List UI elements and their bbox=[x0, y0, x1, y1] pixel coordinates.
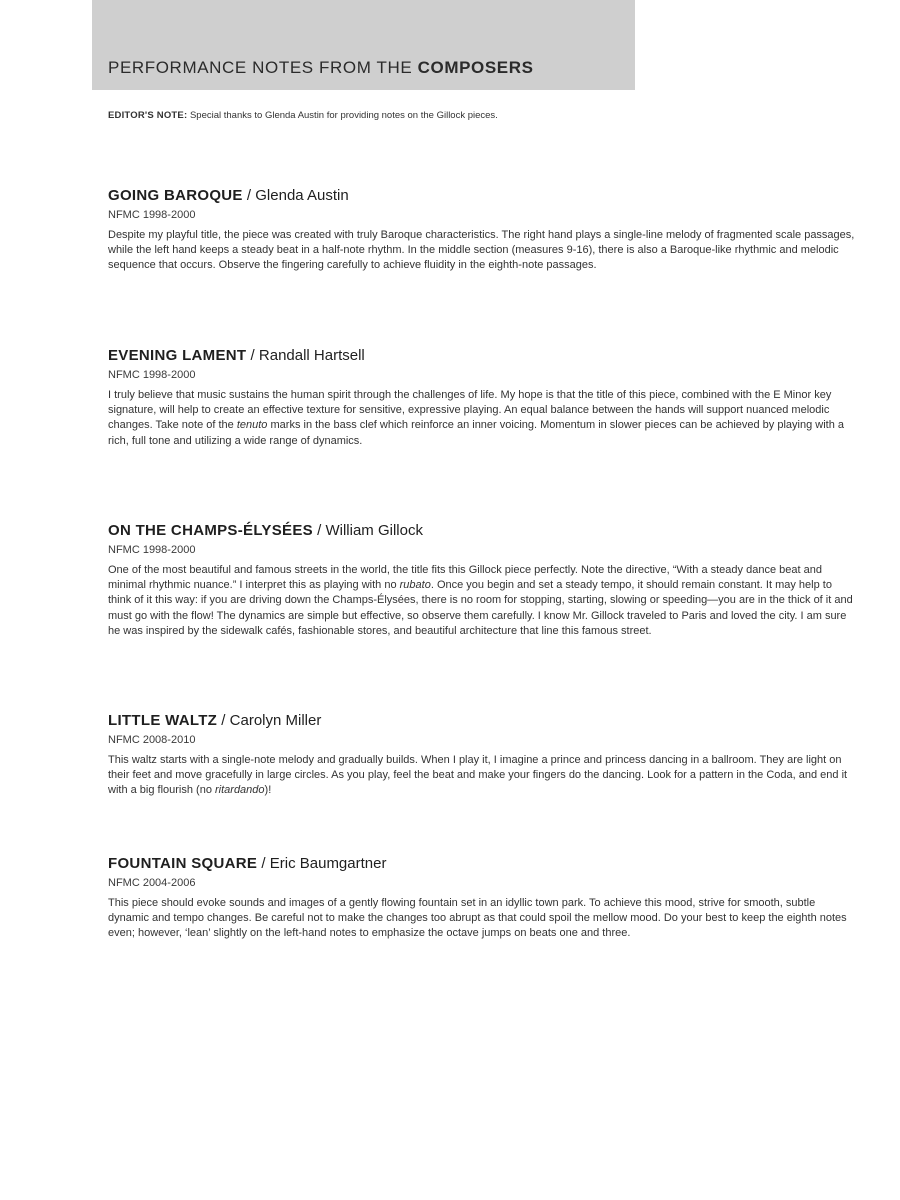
piece-title: FOUNTAIN SQUARE bbox=[108, 855, 258, 872]
body-text-run: This waltz starts with a single-note melody and gradually builds. When I play it, I imagine a prince and princess dancing in a ballroom. They are light on their feet and move gracefully in large circles. As you play, feel the beat and make your fingers do the dancing. Look for a pattern in the Coda, and end it with a big flourish (no bbox=[108, 754, 848, 797]
composer-name: Eric Baumgartner bbox=[269, 855, 387, 872]
piece-title: LITTLE WALTZ bbox=[108, 712, 218, 729]
nfmc-years: NFMC 1998-2000 bbox=[108, 209, 196, 221]
nfmc-years: NFMC 2004-2006 bbox=[108, 877, 196, 889]
body-text-run: Despite my playful title, the piece was created with truly Baroque characteristics. The right hand plays a single-line melody of fragmented scale passages, while the left hand keeps a steady beat in a half-note rhythm. In the middle section (measures 9-16), there is also a Baroque-like rhythmic and melodic sequence that occurs. Observe the fingering carefully to achieve fluidity in the eighth-note passages. bbox=[108, 229, 855, 272]
editor-note-text: Special thanks to Glenda Austin for providing notes on the Gillock pieces. bbox=[187, 110, 498, 121]
body-text-run: . Once you begin and set a steady tempo, it should remain constant. It may help to think of it this way: if you are driving down the Champs-Élysées, there is no room for stopping, starting, slowing or speeding—you are in the thick of it and must go with the flow! The dynamics are simple but effective, so observe them carefully. I know Mr. Gillock traveled to Paris and loved the city. I am sure he was inspired by the sidewalk cafés, fashionable stores, and beautiful architecture that line this famous street. bbox=[108, 579, 853, 637]
section-going-baroque bbox=[108, 187, 858, 274]
composer-name: Carolyn Miller bbox=[229, 712, 322, 729]
page-title bbox=[108, 58, 534, 78]
section-body bbox=[108, 753, 858, 799]
body-text-run: This piece should evoke sounds and images of a gently flowing fountain set in an idyllic town park. To achieve this mood, strive for smooth, subtle dynamic and tempo changes. Be careful not to make the changes too abrupt as that could spoil the mellow mood. Do your best to keep the eighth notes even; however, ‘lean’ slightly on the left-hand notes to emphasize the octave jumps on beats one and three. bbox=[108, 897, 847, 940]
section-body bbox=[108, 228, 858, 274]
italic-term: rubato bbox=[399, 579, 431, 592]
italic-term: tenuto bbox=[236, 419, 268, 432]
section-little-waltz bbox=[108, 712, 858, 799]
section-evening-lament bbox=[108, 347, 858, 449]
section-heading: FOUNTAIN SQUARE / Eric Baumgartner bbox=[108, 855, 387, 872]
page-title-prefix: PERFORMANCE NOTES FROM THE bbox=[108, 58, 418, 77]
section-body bbox=[108, 388, 858, 449]
section-heading: ON THE CHAMPS-ÉLYSÉES / William Gillock bbox=[108, 522, 423, 539]
section-body bbox=[108, 563, 858, 639]
piece-title: GOING BAROQUE bbox=[108, 187, 243, 204]
composer-name: Glenda Austin bbox=[255, 187, 349, 204]
editor-note bbox=[108, 110, 498, 121]
section-heading: EVENING LAMENT / Randall Hartsell bbox=[108, 347, 365, 364]
piece-title: EVENING LAMENT bbox=[108, 347, 247, 364]
composer-name: William Gillock bbox=[325, 522, 423, 539]
composer-name: Randall Hartsell bbox=[258, 347, 365, 364]
nfmc-years: NFMC 2008-2010 bbox=[108, 734, 196, 746]
body-text-run: I truly believe that music sustains the human spirit through the challenges of life. My hope is that the title of this piece, combined with the E Minor key signature, will help to create an effective texture for sensitive, expressive playing. An equal balance between the hands will support nuanced melodic changes. Take note of the bbox=[108, 389, 832, 432]
body-text-run: One of the most beautiful and famous streets in the world, the title fits this Gillock piece perfectly. Note the directive, “With a steady dance beat and minimal rhythmic nuance.” I interpret this as playing with no bbox=[108, 564, 822, 592]
section-body bbox=[108, 896, 858, 942]
section-heading: GOING BAROQUE / Glenda Austin bbox=[108, 187, 349, 204]
section-champs-elysees bbox=[108, 522, 858, 639]
page-title-bold: COMPOSERS bbox=[417, 58, 534, 77]
body-text-run: )! bbox=[264, 784, 272, 797]
body-text-run: marks in the bass clef which reinforce an inner voicing. Momentum in slower pieces can be achieved by playing with a rich, full tone and utilizing a wide range of dynamics. bbox=[108, 419, 844, 447]
italic-term: ritardando bbox=[215, 784, 265, 797]
nfmc-years: NFMC 1998-2000 bbox=[108, 544, 196, 556]
nfmc-years: NFMC 1998-2000 bbox=[108, 369, 196, 381]
section-heading: LITTLE WALTZ / Carolyn Miller bbox=[108, 712, 322, 729]
piece-title: ON THE CHAMPS-ÉLYSÉES bbox=[108, 522, 313, 539]
section-fountain-square bbox=[108, 855, 858, 942]
editor-note-label: EDITOR'S NOTE: bbox=[108, 110, 188, 121]
